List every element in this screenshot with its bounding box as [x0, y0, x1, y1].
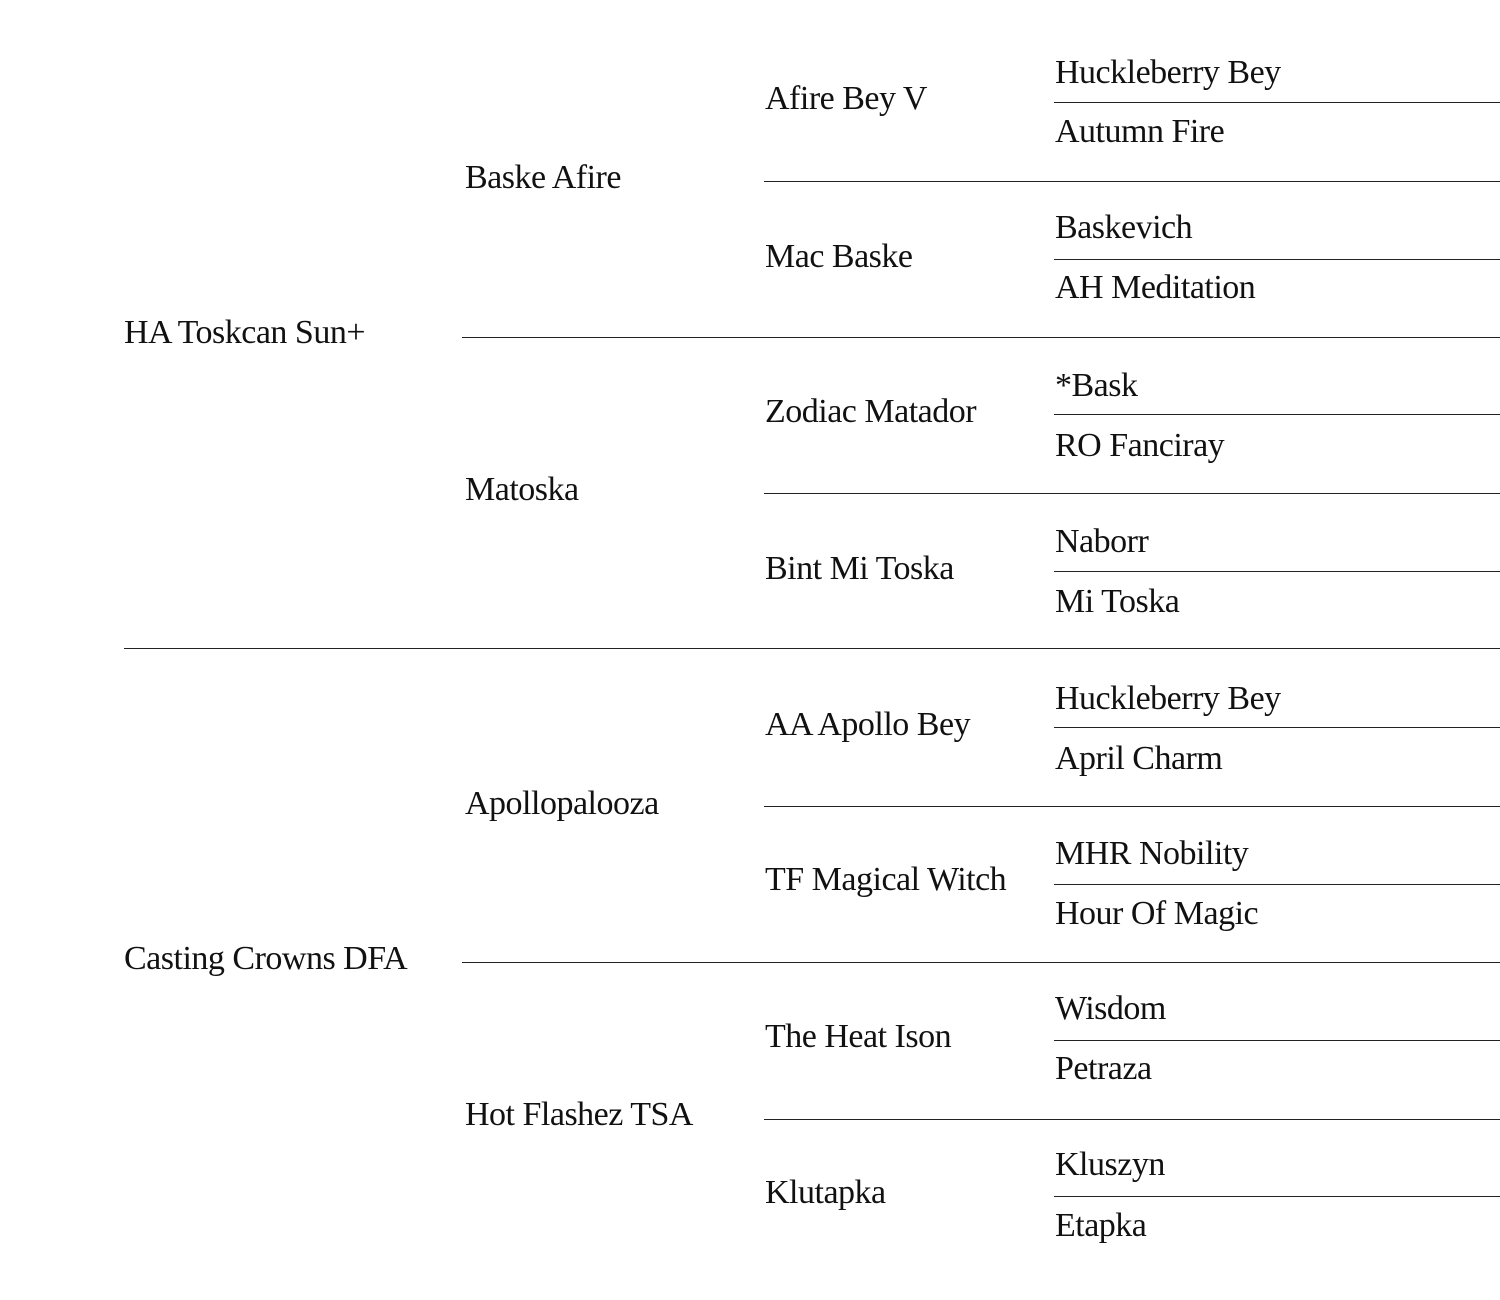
divider-generation-2 — [462, 337, 1500, 338]
gen4-name-7: Naborr — [1055, 523, 1149, 560]
divider-generation-4 — [1054, 571, 1500, 572]
divider-generation-4 — [1054, 259, 1500, 260]
sire-name: HA Toskcan Sun+ — [124, 314, 366, 351]
divider-generation-1 — [124, 648, 1500, 649]
divider-generation-3 — [764, 806, 1500, 807]
gen3-name-2: Mac Baske — [765, 238, 913, 275]
dam-sire-name: Apollopalooza — [465, 785, 659, 822]
gen4-name-11: MHR Nobility — [1055, 835, 1249, 872]
divider-generation-4 — [1054, 102, 1500, 103]
gen4-name-5: *Bask — [1055, 367, 1138, 404]
gen4-name-13: Wisdom — [1055, 990, 1166, 1027]
gen3-name-5: AA Apollo Bey — [765, 706, 971, 743]
divider-generation-4 — [1054, 1040, 1500, 1041]
gen4-name-2: Autumn Fire — [1055, 113, 1225, 150]
gen3-name-6: TF Magical Witch — [765, 861, 1007, 898]
gen4-name-15: Kluszyn — [1055, 1146, 1165, 1183]
gen3-name-4: Bint Mi Toska — [765, 550, 954, 587]
dam-dam-name: Hot Flashez TSA — [465, 1096, 693, 1133]
divider-generation-3 — [764, 181, 1500, 182]
gen4-name-10: April Charm — [1055, 740, 1223, 777]
dam-name: Casting Crowns DFA — [124, 940, 408, 977]
divider-generation-4 — [1054, 884, 1500, 885]
gen3-name-1: Afire Bey V — [765, 80, 927, 117]
gen3-name-7: The Heat Ison — [765, 1018, 952, 1055]
divider-generation-4 — [1054, 414, 1500, 415]
gen4-name-4: AH Meditation — [1055, 269, 1256, 306]
divider-generation-4 — [1054, 1196, 1500, 1197]
gen4-name-14: Petraza — [1055, 1050, 1152, 1087]
gen4-name-9: Huckleberry Bey — [1055, 680, 1281, 717]
gen4-name-6: RO Fanciray — [1055, 427, 1225, 464]
divider-generation-3 — [764, 1119, 1500, 1120]
gen3-name-8: Klutapka — [765, 1174, 886, 1211]
divider-generation-4 — [1054, 727, 1500, 728]
gen4-name-1: Huckleberry Bey — [1055, 54, 1281, 91]
sire-dam-name: Matoska — [465, 471, 579, 508]
gen4-name-16: Etapka — [1055, 1207, 1147, 1244]
gen4-name-3: Baskevich — [1055, 209, 1193, 246]
gen4-name-8: Mi Toska — [1055, 583, 1180, 620]
gen4-name-12: Hour Of Magic — [1055, 895, 1259, 932]
divider-generation-3 — [764, 493, 1500, 494]
gen3-name-3: Zodiac Matador — [765, 393, 977, 430]
divider-generation-2 — [462, 962, 1500, 963]
sire-sire-name: Baske Afire — [465, 159, 621, 196]
